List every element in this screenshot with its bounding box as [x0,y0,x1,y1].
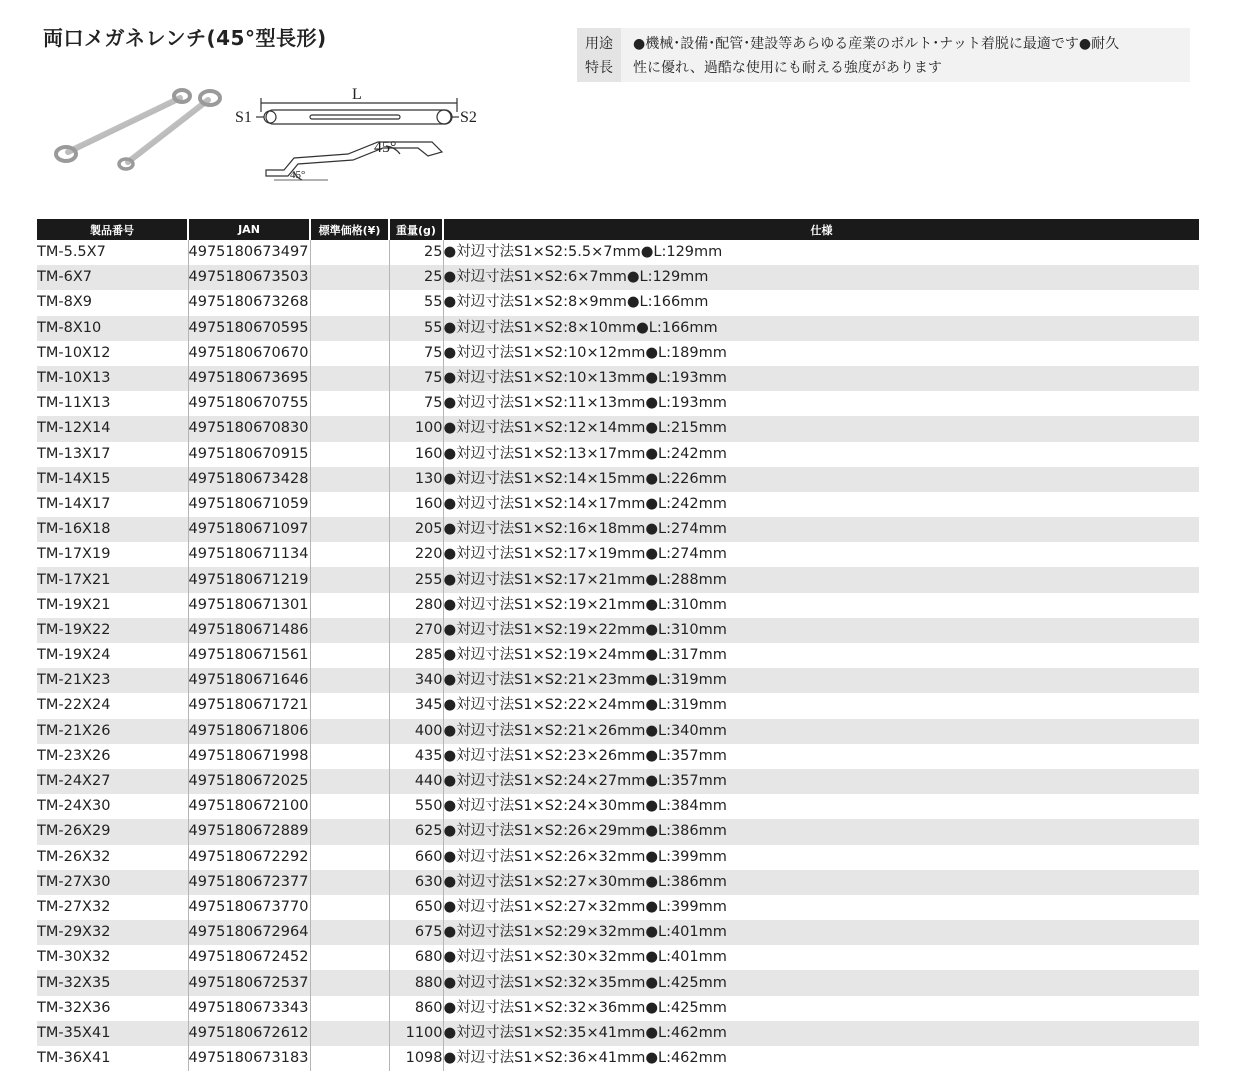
weight-cell: 680 [389,945,443,970]
weight-cell: 440 [389,769,443,794]
spec-cell: ●対辺寸法S1×S2:21×26mm●L:340mm [443,719,1199,744]
price-cell [310,567,389,592]
spec-cell: ●対辺寸法S1×S2:17×19mm●L:274mm [443,546,727,563]
table-body [37,240,1199,1071]
price-cell [310,794,389,819]
product-code-cell: TM-19X22 [37,618,188,643]
table-row [37,996,1199,1021]
price-cell [310,895,389,920]
spec-cell: ●対辺寸法S1×S2:35×41mm●L:462mm [443,1021,1199,1046]
usage-labels [577,28,621,82]
features-label: 特長 [585,60,613,76]
product-code-cell: TM-14X15 [37,467,188,492]
weight-cell: 880 [389,970,443,995]
table-row [37,870,1199,895]
table-row [37,467,1199,492]
jan-cell: 4975180673770 [188,895,310,920]
header-price: 標準価格(¥) [310,219,389,240]
table-row [37,567,1199,592]
jan-cell: 4975180672964 [188,920,310,945]
spec-cell: ●対辺寸法S1×S2:29×32mm●L:401mm [443,920,1199,945]
product-code-cell: TM-19X21 [37,593,188,618]
jan-cell: 4975180671806 [188,719,310,744]
product-code-cell: TM-23X26 [37,744,188,769]
product-code-cell: TM-32X35 [37,970,188,995]
product-code-cell: TM-17X21 [37,567,188,592]
jan-cell: 4975180672452 [188,945,310,970]
table-row [37,1021,1199,1046]
weight-cell: 75 [389,366,443,391]
price-cell [310,542,389,567]
weight-cell: 160 [389,442,443,467]
spec-cell: ●対辺寸法S1×S2:17×21mm●L:288mm [443,567,1199,592]
product-code-cell: TM-11X13 [37,391,188,416]
price-cell [310,492,389,517]
jan-cell: 4975180670915 [188,442,310,467]
price-cell [310,845,389,870]
jan-cell: 4975180671219 [188,567,310,592]
price-cell [310,265,389,290]
product-code-cell: TM-32X36 [37,996,188,1021]
product-code-cell: TM-5.5X7 [37,240,188,265]
price-cell [310,1021,389,1046]
table-row [37,492,1199,517]
table-row [37,769,1199,794]
jan-cell: 4975180673268 [188,290,310,315]
spec-cell: ●対辺寸法S1×S2:32×36mm●L:425mm [443,999,727,1016]
product-code-cell: TM-26X32 [37,845,188,870]
price-cell [310,920,389,945]
angle-label-large: 45° [374,139,397,156]
jan-cell: 4975180673428 [188,467,310,492]
weight-cell: 625 [389,819,443,844]
spec-table [37,219,1199,1071]
table-row [37,643,1199,668]
price-cell [310,693,389,718]
spec-cell: ●対辺寸法S1×S2:19×21mm●L:310mm [443,596,727,613]
jan-cell: 4975180673695 [188,366,310,391]
weight-cell: 650 [389,895,443,920]
spec-cell: ●対辺寸法S1×S2:5.5×7mm●L:129mm [443,244,723,261]
product-code-cell: TM-10X12 [37,341,188,366]
price-cell [310,517,389,542]
weight-cell: 255 [389,567,443,592]
product-code-cell: TM-8X9 [37,290,188,315]
table-row [37,920,1199,945]
weight-cell: 675 [389,920,443,945]
product-code-cell: TM-26X29 [37,819,188,844]
price-cell [310,618,389,643]
jan-cell: 4975180670670 [188,341,310,366]
product-code-cell: TM-6X7 [37,265,188,290]
table-row [37,542,1199,567]
spec-cell: ●対辺寸法S1×S2:19×22mm●L:310mm [443,618,1199,643]
weight-cell: 75 [389,341,443,366]
product-code-cell: TM-29X32 [37,920,188,945]
table-row [37,416,1199,441]
table-row [37,442,1199,467]
product-code-cell: TM-14X17 [37,492,188,517]
spec-cell: ●対辺寸法S1×S2:10×12mm●L:189mm [443,344,727,361]
weight-cell: 345 [389,693,443,718]
jan-cell: 4975180671998 [188,744,310,769]
spec-cell: ●対辺寸法S1×S2:21×23mm●L:319mm [443,668,1199,693]
jan-cell: 4975180671134 [188,542,310,567]
product-code-cell: TM-35X41 [37,1021,188,1046]
table-row [37,794,1199,819]
spec-cell: ●対辺寸法S1×S2:13×17mm●L:242mm [443,445,727,462]
weight-cell: 1098 [389,1046,443,1071]
product-code-cell: TM-21X23 [37,668,188,693]
product-code-cell: TM-17X19 [37,542,188,567]
jan-cell: 4975180670755 [188,391,310,416]
table-row [37,366,1199,391]
product-code-cell: TM-8X10 [37,316,188,341]
price-cell [310,970,389,995]
weight-cell: 660 [389,845,443,870]
table-row [37,391,1199,416]
spec-cell: ●対辺寸法S1×S2:10×13mm●L:193mm [443,366,1199,391]
usage-panel [577,28,1190,82]
table-row [37,668,1199,693]
weight-cell: 1100 [389,1021,443,1046]
dimension-label-s2: S2 [460,109,477,126]
jan-cell: 4975180670595 [188,316,310,341]
weight-cell: 860 [389,996,443,1021]
jan-cell: 4975180671646 [188,668,310,693]
jan-cell: 4975180671301 [188,593,310,618]
table-row [37,845,1199,870]
wrench-photo [56,90,220,169]
weight-cell: 75 [389,391,443,416]
spec-cell: ●対辺寸法S1×S2:32×35mm●L:425mm [443,970,1199,995]
product-illustration [48,82,498,192]
price-cell [310,391,389,416]
jan-cell: 4975180672292 [188,845,310,870]
product-code-cell: TM-19X24 [37,643,188,668]
header-weight: 重量(g) [389,219,443,240]
spec-cell: ●対辺寸法S1×S2:27×32mm●L:399mm [443,898,727,915]
weight-cell: 550 [389,794,443,819]
price-cell [310,769,389,794]
price-cell [310,945,389,970]
product-code-cell: TM-27X32 [37,895,188,920]
header-product-code: 製品番号 [37,219,188,240]
weight-cell: 25 [389,240,443,265]
product-code-cell: TM-24X30 [37,794,188,819]
weight-cell: 340 [389,668,443,693]
spec-cell: ●対辺寸法S1×S2:36×41mm●L:462mm [443,1050,727,1067]
table-row [37,341,1199,366]
jan-cell: 4975180672377 [188,870,310,895]
spec-cell: ●対辺寸法S1×S2:6×7mm●L:129mm [443,265,1199,290]
jan-cell: 4975180671721 [188,693,310,718]
price-cell [310,467,389,492]
weight-cell: 25 [389,265,443,290]
price-cell [310,366,389,391]
price-cell [310,668,389,693]
weight-cell: 270 [389,618,443,643]
header-jan: JAN [188,219,310,240]
usage-label: 用途 [585,36,613,52]
spec-cell: ●対辺寸法S1×S2:30×32mm●L:401mm [443,949,727,966]
jan-cell: 4975180671561 [188,643,310,668]
product-code-cell: TM-10X13 [37,366,188,391]
jan-cell: 4975180671486 [188,618,310,643]
product-code-cell: TM-36X41 [37,1046,188,1071]
spec-cell: ●対辺寸法S1×S2:11×13mm●L:193mm [443,395,727,412]
jan-cell: 4975180672612 [188,1021,310,1046]
usage-line-1: ●機械･設備･配管･建設等あらゆる産業のボルト･ナット着脱に最適です●耐久 [633,36,1120,52]
price-cell [310,593,389,618]
price-cell [310,416,389,441]
table-row [37,265,1199,290]
spec-cell: ●対辺寸法S1×S2:8×10mm●L:166mm [443,316,1199,341]
jan-cell: 4975180671097 [188,517,310,542]
price-cell [310,341,389,366]
jan-cell: 4975180672025 [188,769,310,794]
usage-line-2: 性に優れ、過酷な使用にも耐える強度があります [633,60,942,76]
price-cell [310,744,389,769]
price-cell [310,643,389,668]
jan-cell: 4975180673183 [188,1046,310,1071]
product-code-cell: TM-12X14 [37,416,188,441]
weight-cell: 220 [389,542,443,567]
price-cell [310,240,389,265]
jan-cell: 4975180671059 [188,492,310,517]
table-row [37,819,1199,844]
spec-cell: ●対辺寸法S1×S2:23×26mm●L:357mm [443,747,727,764]
table-row [37,316,1199,341]
spec-cell: ●対辺寸法S1×S2:24×30mm●L:384mm [443,798,727,815]
jan-cell: 4975180670830 [188,416,310,441]
price-cell [310,1046,389,1071]
product-code-cell: TM-21X26 [37,719,188,744]
spec-cell: ●対辺寸法S1×S2:22×24mm●L:319mm [443,697,727,714]
weight-cell: 285 [389,643,443,668]
table-row [37,240,1199,265]
header-spec: 仕様 [443,219,1199,240]
spec-cell: ●対辺寸法S1×S2:14×17mm●L:242mm [443,495,727,512]
price-cell [310,819,389,844]
price-cell [310,290,389,315]
weight-cell: 205 [389,517,443,542]
weight-cell: 435 [389,744,443,769]
spec-cell: ●対辺寸法S1×S2:26×32mm●L:399mm [443,848,727,865]
page-title: 両口メガネレンチ(45°型長形) [43,26,327,50]
product-code-cell: TM-27X30 [37,870,188,895]
table-row [37,719,1199,744]
price-cell [310,316,389,341]
table-row [37,1046,1199,1071]
table-row [37,895,1199,920]
weight-cell: 160 [389,492,443,517]
table-row [37,970,1199,995]
angle-label-small: 45° [290,169,306,181]
table-row [37,618,1199,643]
jan-cell: 4975180673503 [188,265,310,290]
price-cell [310,870,389,895]
spec-cell: ●対辺寸法S1×S2:8×9mm●L:166mm [443,294,709,311]
dimension-diagram [256,98,459,180]
dimension-label-l: L [352,86,362,103]
dimension-label-s1: S1 [235,109,252,126]
weight-cell: 280 [389,593,443,618]
spec-cell: ●対辺寸法S1×S2:27×30mm●L:386mm [443,870,1199,895]
spec-cell: ●対辺寸法S1×S2:12×14mm●L:215mm [443,416,1199,441]
table-row [37,945,1199,970]
table-row [37,517,1199,542]
price-cell [310,719,389,744]
table-row [37,744,1199,769]
price-cell [310,442,389,467]
table-header-row [37,219,1199,240]
jan-cell: 4975180672537 [188,970,310,995]
product-code-cell: TM-13X17 [37,442,188,467]
usage-description [633,32,1185,80]
spec-cell: ●対辺寸法S1×S2:14×15mm●L:226mm [443,467,1199,492]
table-row [37,693,1199,718]
spec-cell: ●対辺寸法S1×S2:26×29mm●L:386mm [443,819,1199,844]
product-code-cell: TM-30X32 [37,945,188,970]
jan-cell: 4975180673343 [188,996,310,1021]
jan-cell: 4975180672100 [188,794,310,819]
spec-cell: ●対辺寸法S1×S2:24×27mm●L:357mm [443,769,1199,794]
weight-cell: 400 [389,719,443,744]
price-cell [310,996,389,1021]
weight-cell: 130 [389,467,443,492]
weight-cell: 55 [389,290,443,315]
weight-cell: 630 [389,870,443,895]
product-code-cell: TM-22X24 [37,693,188,718]
product-code-cell: TM-24X27 [37,769,188,794]
table-row [37,290,1199,315]
table-row [37,593,1199,618]
product-code-cell: TM-16X18 [37,517,188,542]
weight-cell: 100 [389,416,443,441]
jan-cell: 4975180672889 [188,819,310,844]
spec-cell: ●対辺寸法S1×S2:19×24mm●L:317mm [443,647,727,664]
jan-cell: 4975180673497 [188,240,310,265]
weight-cell: 55 [389,316,443,341]
spec-cell: ●対辺寸法S1×S2:16×18mm●L:274mm [443,517,1199,542]
